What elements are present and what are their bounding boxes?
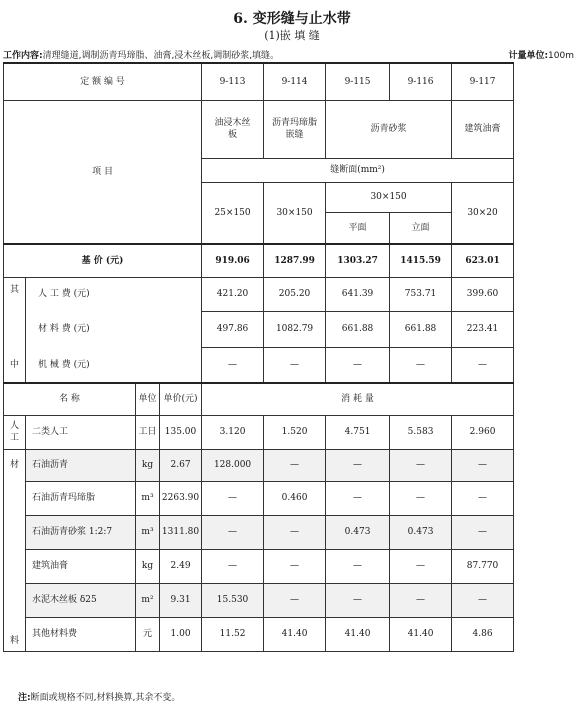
breakdown-label: 机 械 费 (元) — [26, 347, 202, 383]
consumption-header-row — [4, 383, 579, 415]
labor-unit: 工日 — [136, 415, 160, 449]
material-unit: kg — [136, 449, 160, 481]
material-value: — — [452, 449, 514, 481]
material-value: — — [452, 515, 514, 549]
code-cell: 9-113 — [202, 63, 264, 100]
material-value: — — [390, 549, 452, 583]
subtype-cell: 立面 — [390, 212, 452, 244]
material-group-bottom: 料 — [4, 617, 26, 651]
breakdown-value: — — [452, 347, 514, 383]
footnote — [18, 690, 180, 703]
material-price: 2.67 — [160, 449, 202, 481]
item-label: 项 目 — [4, 100, 202, 244]
material-value: 11.52 — [202, 617, 264, 651]
labor-name: 二类人工 — [26, 415, 136, 449]
measure-unit-value: 100m — [548, 51, 574, 61]
material-row — [4, 583, 579, 617]
measure-unit-label: 计量单位: — [508, 51, 549, 61]
material-value: — — [326, 481, 390, 515]
material-group-top: 材 — [4, 449, 26, 481]
material-value: — — [202, 515, 264, 549]
quota-code-row — [4, 63, 579, 100]
code-cell: 9-116 — [390, 63, 452, 100]
material-value: 87.770 — [452, 549, 514, 583]
breakdown-label: 材 料 费 (元) — [26, 311, 202, 347]
breakdown-value: 421.20 — [202, 277, 264, 311]
material-row — [4, 481, 579, 515]
labor-group — [4, 415, 26, 449]
breakdown-value: 223.41 — [452, 311, 514, 347]
work-content-label: 工作内容: — [3, 51, 43, 61]
material-value: — — [452, 583, 514, 617]
section-cell: 25×150 — [202, 182, 264, 244]
material-row — [4, 515, 579, 549]
material-price: 2.49 — [160, 549, 202, 583]
material-unit: kg — [136, 549, 160, 583]
breakdown-value: 1082.79 — [264, 311, 326, 347]
section-label: 缝断面(mm²) — [202, 158, 514, 182]
base-price-value: 623.01 — [452, 244, 514, 277]
base-price-value: 1415.59 — [390, 244, 452, 277]
col-unit-header: 单位 — [136, 383, 160, 415]
material-unit: 元 — [136, 617, 160, 651]
material-unit: m³ — [136, 481, 160, 515]
material-value: 0.473 — [326, 515, 390, 549]
material-value: — — [452, 481, 514, 515]
material-name: 石油沥青玛𤧛脂 — [26, 481, 136, 515]
material-price: 2263.90 — [160, 481, 202, 515]
item-name — [202, 100, 264, 158]
breakdown-value: 641.39 — [326, 277, 390, 311]
material-unit: m³ — [136, 515, 160, 549]
breakdown-value: 661.88 — [326, 311, 390, 347]
material-value: — — [390, 481, 452, 515]
item-name: 沥青砂浆 — [326, 100, 452, 158]
quota-table — [3, 62, 579, 652]
labor-value: 5.583 — [390, 415, 452, 449]
col-name-header: 名 称 — [4, 383, 136, 415]
labor-group-text: 人工 — [9, 421, 19, 443]
breakdown-value: 497.86 — [202, 311, 264, 347]
material-value: — — [264, 449, 326, 481]
breakdown-value: — — [264, 347, 326, 383]
footnote-label: 注: — [18, 693, 31, 703]
labor-value: 3.120 — [202, 415, 264, 449]
material-value: 41.40 — [264, 617, 326, 651]
material-name: 石油沥青 — [26, 449, 136, 481]
breakdown-value: 661.88 — [390, 311, 452, 347]
material-name: 其他材料费 — [26, 617, 136, 651]
quota-code-label: 定 额 编 号 — [4, 63, 202, 100]
labor-value: 4.751 — [326, 415, 390, 449]
breakdown-group-mid — [4, 311, 26, 347]
item-name — [264, 100, 326, 158]
col-amount-header: 消 耗 量 — [202, 383, 514, 415]
material-value: 0.473 — [390, 515, 452, 549]
material-row — [4, 449, 579, 481]
base-price-value: 1303.27 — [326, 244, 390, 277]
breakdown-row — [4, 277, 579, 311]
section-cell: 30×150 — [264, 182, 326, 244]
material-value: — — [390, 583, 452, 617]
breakdown-value: 753.71 — [390, 277, 452, 311]
material-price: 9.31 — [160, 583, 202, 617]
item-name-text: 沥青玛𤧛脂嵌缝 — [272, 118, 318, 140]
section-cell: 30×150 — [326, 182, 452, 212]
item-name-row — [4, 100, 579, 158]
breakdown-row — [4, 311, 579, 347]
base-price-value: 919.06 — [202, 244, 264, 277]
material-price: 1.00 — [160, 617, 202, 651]
breakdown-group-top: 其 — [4, 277, 26, 311]
material-value: 4.86 — [452, 617, 514, 651]
breakdown-value: 399.60 — [452, 277, 514, 311]
code-cell: 9-114 — [264, 63, 326, 100]
material-group-spacer — [4, 549, 26, 583]
material-name: 石油沥青砂浆 1:2:7 — [26, 515, 136, 549]
labor-value: 1.520 — [264, 415, 326, 449]
material-value: — — [326, 583, 390, 617]
material-unit: m² — [136, 583, 160, 617]
item-name: 建筑油膏 — [452, 100, 514, 158]
breakdown-value: 205.20 — [264, 277, 326, 311]
base-price-row — [4, 244, 579, 277]
breakdown-value: — — [326, 347, 390, 383]
page-title: 6. 变形缝与止水带 — [233, 11, 351, 27]
material-name: 建筑油膏 — [26, 549, 136, 583]
code-cell: 9-115 — [326, 63, 390, 100]
item-name-text: 油浸木丝板 — [214, 118, 251, 140]
breakdown-value: — — [202, 347, 264, 383]
material-value: — — [202, 481, 264, 515]
material-value: — — [326, 449, 390, 481]
material-row — [4, 549, 579, 583]
material-value: — — [326, 549, 390, 583]
material-value: 41.40 — [390, 617, 452, 651]
labor-price: 135.00 — [160, 415, 202, 449]
footnote-text: 断面或规格不同,材料换算,其余不变。 — [30, 693, 181, 703]
breakdown-row — [4, 347, 579, 383]
breakdown-value: — — [390, 347, 452, 383]
material-value: — — [264, 549, 326, 583]
breakdown-label: 人 工 费 (元) — [26, 277, 202, 311]
work-content-text: 清理缝道,调制沥青玛𤧛脂、油膏,浸木丝板,调制砂浆,填缝。 — [42, 51, 280, 61]
material-value: — — [202, 549, 264, 583]
material-value: 41.40 — [326, 617, 390, 651]
labor-value: 2.960 — [452, 415, 514, 449]
work-content — [3, 48, 279, 61]
col-price-header: 单价(元) — [160, 383, 202, 415]
subtype-cell: 平面 — [326, 212, 390, 244]
breakdown-group-bottom: 中 — [4, 347, 26, 383]
material-value: 128.000 — [202, 449, 264, 481]
material-value: — — [390, 449, 452, 481]
section-cell: 30×20 — [452, 182, 514, 244]
material-group-spacer — [4, 583, 26, 617]
material-name: 水泥木丝板 δ25 — [26, 583, 136, 617]
labor-row — [4, 415, 579, 449]
material-value: 15.530 — [202, 583, 264, 617]
measure-unit — [508, 48, 574, 61]
material-group-spacer — [4, 481, 26, 515]
material-group-spacer — [4, 515, 26, 549]
base-price-value: 1287.99 — [264, 244, 326, 277]
material-value: — — [264, 515, 326, 549]
material-value: — — [264, 583, 326, 617]
code-cell: 9-117 — [452, 63, 514, 100]
base-price-label: 基 价 (元) — [4, 244, 202, 277]
material-value: 0.460 — [264, 481, 326, 515]
material-price: 1311.80 — [160, 515, 202, 549]
section-subtitle: (1)嵌 填 缝 — [264, 29, 320, 42]
material-row — [4, 617, 579, 651]
